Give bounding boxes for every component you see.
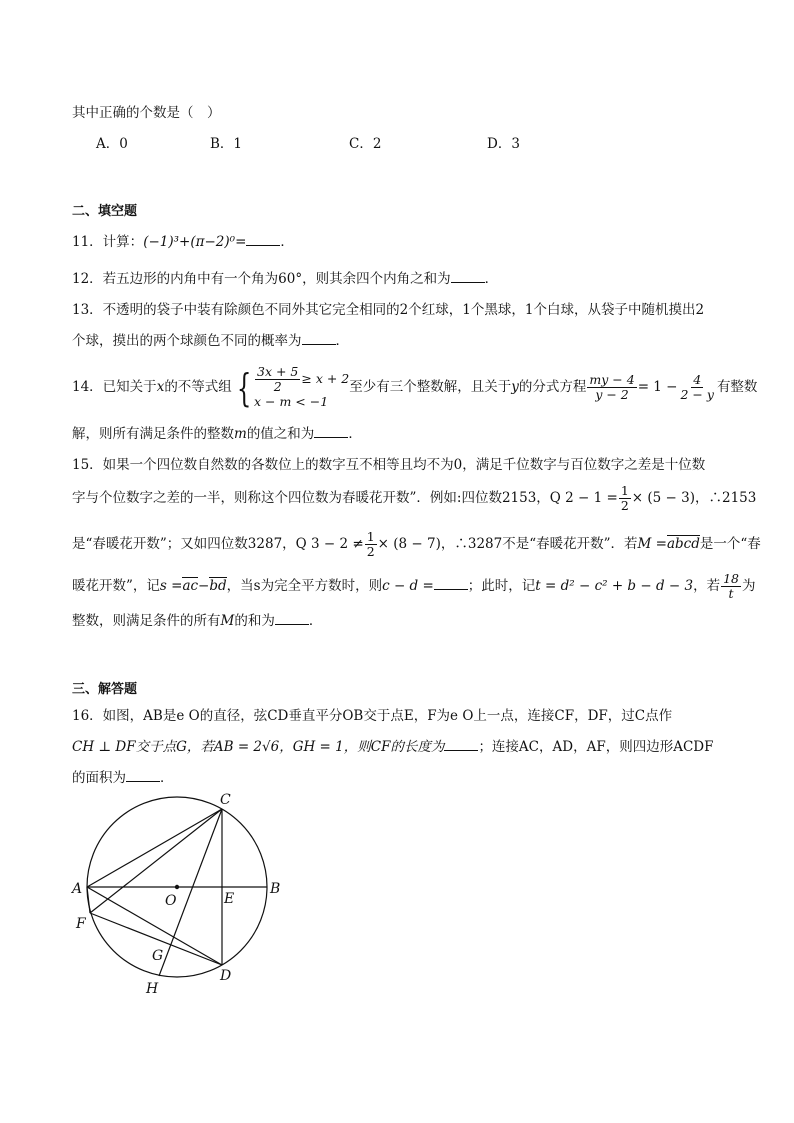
q14-inequality-system [254, 365, 349, 410]
q14-var-x: x [156, 379, 165, 395]
q14-line2-text: 解，则所有满足条件的整数 [72, 426, 234, 442]
q14-ineq1-den: 2 [273, 379, 282, 394]
q14-eq-lhs-num: my − 4 [589, 372, 635, 387]
q16-line2 [72, 738, 713, 756]
label-h: H [146, 981, 159, 997]
q11-answer-blank [246, 233, 280, 246]
q15-line3 [72, 526, 761, 562]
q13-answer-blank [302, 332, 336, 345]
q14-line2 [72, 425, 362, 443]
q16-line3-text: 的面积为 [72, 770, 126, 786]
q15-line3a: 是“春暖花开数”；又如四位数3287，Q 3 − 2 ≠ [72, 536, 364, 552]
q14-ineq1-num: 3x + 5 [257, 364, 299, 379]
q15-answer-blank-2 [275, 612, 309, 625]
q14-ineq1-frac [255, 365, 300, 394]
q14-eq-rhs [679, 373, 716, 402]
label-b: B [270, 881, 281, 897]
q14-eq-rhs-den: 2 − y [680, 387, 714, 402]
section-title-solve: 三、解答题 [72, 682, 138, 697]
label-f: F [76, 916, 86, 932]
q16-line1: 16．如图，AB是e O的直径，弦CD垂直平分OB交于点E，F为e O上一点，连接CF，DF，过C点作 [72, 708, 673, 724]
label-d: D [220, 968, 232, 984]
q13-line1: 13．不透明的袋子中装有除颜色不同外其它完全相同的2个红球，1个黑球，1个白球，从袋子中随机摸出2 [72, 302, 705, 318]
q15-line2-frac [619, 484, 631, 513]
q15-line4-frac-num: 18 [723, 571, 739, 586]
label-g: G [152, 948, 164, 964]
q15-line3-frac-num: 1 [366, 529, 375, 544]
q15-t-expr: t = d² − c² + b − d − 3 [535, 578, 694, 594]
q16-line2b: ；连接AC，AD，AF，则四边形ACDF [478, 739, 714, 755]
q13-line2 [72, 332, 349, 350]
q15-line2b: × (5 − 3)，∴2153 [631, 490, 757, 506]
q14-line2-end: 的值之和为 [246, 426, 315, 442]
q13-end: ． [335, 333, 349, 349]
q15-answer-blank-1 [434, 577, 468, 590]
q12-answer-blank [451, 270, 485, 283]
q10-stem: 其中正确的个数是（ ） [72, 105, 221, 121]
q15-line3-frac-den: 2 [366, 544, 375, 559]
label-a: A [72, 881, 83, 897]
q15-line2-frac-den: 2 [620, 498, 629, 513]
center-o-dot [175, 885, 179, 889]
q14-ineq1-rhs: ≥ x + 2 [301, 371, 350, 386]
q15-line4d: ，若 [693, 578, 721, 594]
q12 [72, 270, 498, 288]
q13-line2-text: 个球，摸出的两个球颜色不同的概率为 [72, 333, 302, 349]
q10-option-a: A．0 [96, 136, 128, 152]
q15-line3c: 是一个“春 [699, 536, 761, 552]
label-e: E [224, 891, 235, 907]
q15-line1: 15．如果一个四位数自然数的各数位上的数字互不相等且均不为0，满足千位数字与百位数字之差是十位数 [72, 457, 706, 473]
q15-minus: − [198, 578, 210, 594]
q10-option-d: D．3 [487, 136, 520, 152]
q15-line5-text: 整数，则满足条件的所有 [72, 613, 221, 629]
q14-eq-rhs-num: 4 [693, 372, 702, 387]
q14-eq-lhs-den: y − 2 [595, 387, 629, 402]
q15-line4b: ，当s为完全平方数时，则 [226, 578, 383, 594]
q14-var-m: m [234, 426, 247, 442]
section-title-fill-in: 二、填空题 [72, 204, 138, 219]
q15-line4 [72, 568, 756, 604]
q16-answer-blank-2 [126, 769, 160, 782]
q15-line5 [72, 612, 322, 630]
q15-line2-frac-num: 1 [620, 483, 629, 498]
q15-s: s = [159, 578, 183, 594]
q14-mid1: 的不等式组 [164, 379, 232, 395]
q15-bd: bd [209, 578, 227, 594]
segment-ac [87, 809, 222, 887]
q15-line5-end: 的和为 [234, 613, 275, 629]
q14-answer-blank [314, 425, 348, 438]
q14-mid3: 的分式方程 [518, 379, 587, 395]
label-c: C [220, 792, 231, 808]
q14-mid4: 有整数 [716, 379, 758, 395]
q15-line4-frac [721, 572, 741, 601]
q15-line4a: 暖花开数”，记 [72, 578, 160, 594]
q14-var-y: y [511, 379, 519, 395]
q15-line2a: 字与个位数字之差的一半，则称这个四位数为春暖花开数”．例如:四位数2153，Q 2 − 1 = [72, 490, 618, 506]
q14-pre: 14．已知关于 [72, 379, 157, 395]
q12-end: ． [484, 271, 499, 287]
q15-line3-frac [365, 530, 377, 559]
q16-answer-blank-1 [444, 738, 478, 751]
q14-ineq1 [254, 365, 349, 394]
q10-option-c: C．2 [349, 136, 382, 152]
q15-line5-M: M [220, 613, 235, 629]
q11-label: 11．计算： [72, 234, 144, 250]
q15-var-M: M = [637, 536, 667, 552]
q16-line3 [72, 769, 174, 787]
q16-line2a: CH ⊥ DF交于点G，若AB = 2√6，GH = 1，则CF的长度为 [72, 739, 445, 755]
q15-line4e: 为 [742, 578, 756, 594]
q11-expression: (−1)³+(π−2)⁰= [143, 234, 247, 250]
q10-option-b: B．1 [210, 136, 243, 152]
q15-end: ． [308, 613, 323, 629]
label-o: O [165, 893, 177, 909]
q14-system-brace: { [236, 365, 252, 410]
q14-line1 [72, 362, 757, 412]
q15-line4c: ；此时，记 [467, 578, 536, 594]
q15-ac: ac [182, 578, 199, 594]
q12-text: 12．若五边形的内角中有一个角为60°，则其余四个内角之和为 [72, 271, 451, 287]
q14-end: ． [348, 426, 362, 442]
q14-mid2: 至少有三个整数解，且关于 [349, 379, 512, 395]
q14-eq-mid: = 1 − [637, 379, 678, 395]
q11-end: ． [280, 234, 294, 250]
q15-cd: c − d = [382, 578, 434, 594]
q11 [72, 233, 294, 251]
q14-ineq2: x − m < −1 [254, 394, 329, 409]
q15-line2 [72, 480, 756, 516]
q15-line4-frac-den: t [728, 586, 734, 601]
q15-line3b: × (8 − 7)，∴3287不是“春暖花开数”．若 [377, 536, 638, 552]
q14-eq-lhs [587, 373, 636, 402]
q15-abcd: abcd [666, 536, 700, 552]
geometry-figure [70, 790, 300, 1010]
q16-end: ． [160, 770, 174, 786]
